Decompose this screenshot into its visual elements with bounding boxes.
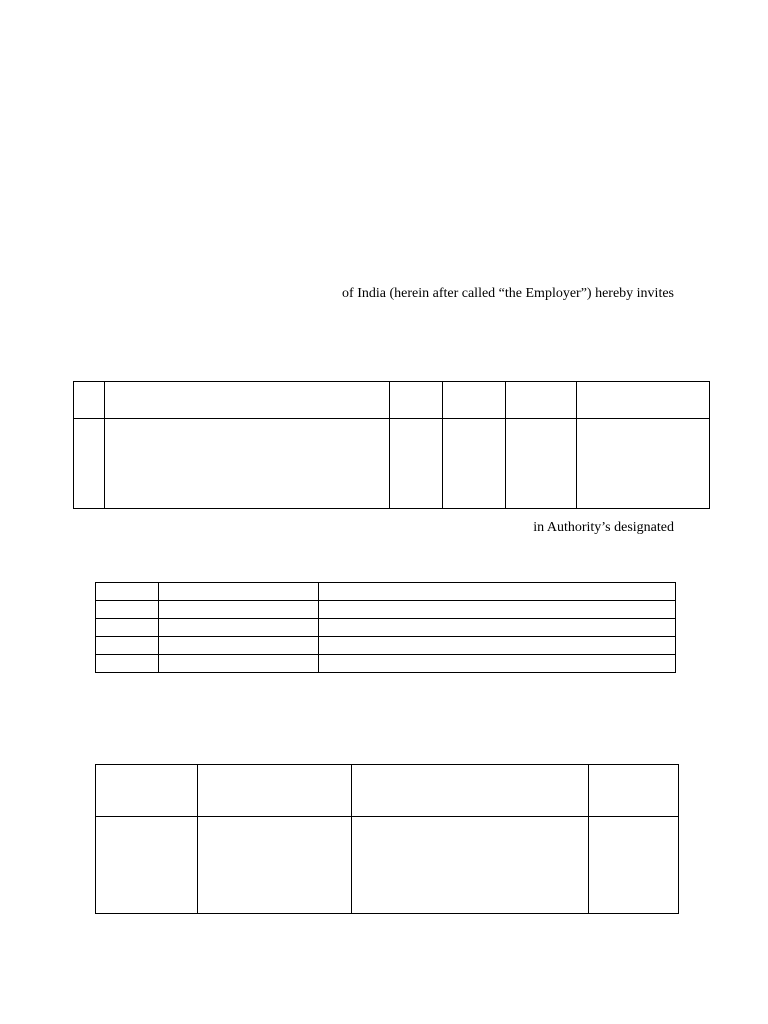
table-cell bbox=[159, 619, 319, 637]
table-row bbox=[96, 655, 676, 673]
table-row bbox=[74, 419, 710, 509]
table-cell bbox=[443, 382, 506, 419]
table-cell bbox=[319, 601, 676, 619]
table-cell bbox=[198, 817, 352, 914]
table-cell bbox=[577, 419, 710, 509]
tender-details-table bbox=[73, 381, 710, 509]
table-row bbox=[96, 583, 676, 601]
table-cell bbox=[159, 655, 319, 673]
table-cell bbox=[74, 382, 105, 419]
requirements-table bbox=[95, 764, 679, 914]
table-cell bbox=[506, 382, 577, 419]
table-row bbox=[96, 601, 676, 619]
table-cell bbox=[390, 419, 443, 509]
table-row bbox=[96, 817, 679, 914]
table-cell bbox=[319, 619, 676, 637]
table-cell bbox=[319, 655, 676, 673]
table-cell bbox=[589, 765, 679, 817]
table-cell bbox=[589, 817, 679, 914]
table-cell bbox=[105, 382, 390, 419]
table-row bbox=[96, 619, 676, 637]
table-cell bbox=[96, 601, 159, 619]
table-cell bbox=[352, 765, 589, 817]
table-cell bbox=[443, 419, 506, 509]
table-cell bbox=[105, 419, 390, 509]
table-row bbox=[96, 637, 676, 655]
table-cell bbox=[198, 765, 352, 817]
table-cell bbox=[159, 637, 319, 655]
table-cell bbox=[390, 382, 443, 419]
table-header-row bbox=[74, 382, 710, 419]
table-cell bbox=[96, 583, 159, 601]
intro-text-line: of India (herein after called “the Employer”) hereby invites bbox=[342, 286, 674, 301]
table-header-row bbox=[96, 765, 679, 817]
table-cell bbox=[159, 583, 319, 601]
table-cell bbox=[319, 583, 676, 601]
table-cell bbox=[506, 419, 577, 509]
table-cell bbox=[96, 619, 159, 637]
table-cell bbox=[352, 817, 589, 914]
table-cell bbox=[96, 655, 159, 673]
table-cell bbox=[74, 419, 105, 509]
authority-text-line: in Authority’s designated bbox=[533, 520, 674, 535]
table-cell bbox=[96, 817, 198, 914]
table-cell bbox=[577, 382, 710, 419]
table-cell bbox=[96, 765, 198, 817]
schedule-table bbox=[95, 582, 676, 673]
table-cell bbox=[159, 601, 319, 619]
table-cell bbox=[319, 637, 676, 655]
table-cell bbox=[96, 637, 159, 655]
